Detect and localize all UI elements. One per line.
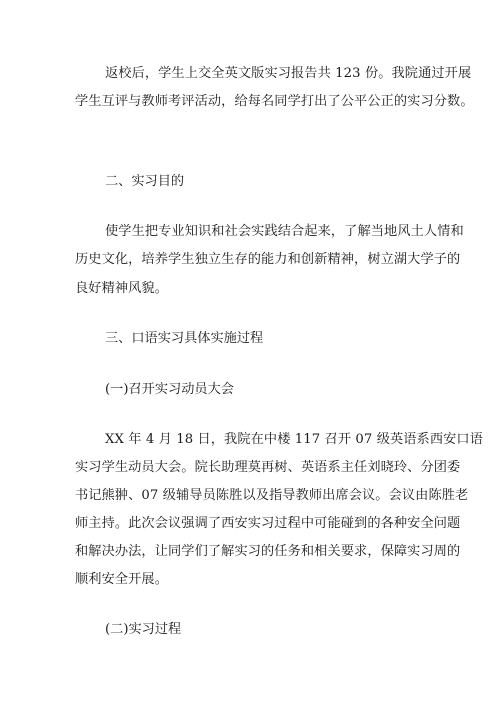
section-heading: 三、口语实习具体实施过程: [105, 331, 264, 346]
paragraph-line: 师主持。此次会议强调了西安实习过程中可能碰到的各种安全问题: [75, 516, 461, 531]
paragraph-line: 顺利安全开展。: [75, 572, 169, 587]
subsection-heading: (二)实习过程: [105, 622, 182, 637]
paragraph-line: 学生互评与教师考评活动，给每名同学打出了公平公正的实习分数。: [75, 94, 474, 109]
paragraph-line: 返校后，学生上交全英文版实习报告共 123 份。我院通过开展: [105, 66, 472, 81]
paragraph-line: 良好精神风貌。: [75, 281, 169, 296]
subsection-heading: (一)召开实习动员大会: [105, 382, 234, 397]
section-heading: 二、实习目的: [105, 174, 185, 189]
paragraph-line: 实习学生动员大会。院长助理莫再树、英语系主任刘晓玲、分团委: [75, 460, 461, 475]
paragraph-line: 和解决办法，让同学们了解实习的任务和相关要求，保障实习周的: [75, 544, 461, 559]
paragraph-line: 书记熊翀、07 级辅导员陈胜以及指导教师出席会议。会议由陈胜老: [75, 488, 469, 503]
paragraph-line: XX 年 4 月 18 日，我院在中楼 117 召开 07 级英语系西安口语: [105, 432, 483, 447]
paragraph-line: 使学生把专业知识和社会实践结合起来，了解当地风土人情和: [105, 224, 464, 239]
paragraph-line: 历史文化，培养学生独立生存的能力和创新精神，树立湖大学子的: [75, 252, 461, 267]
